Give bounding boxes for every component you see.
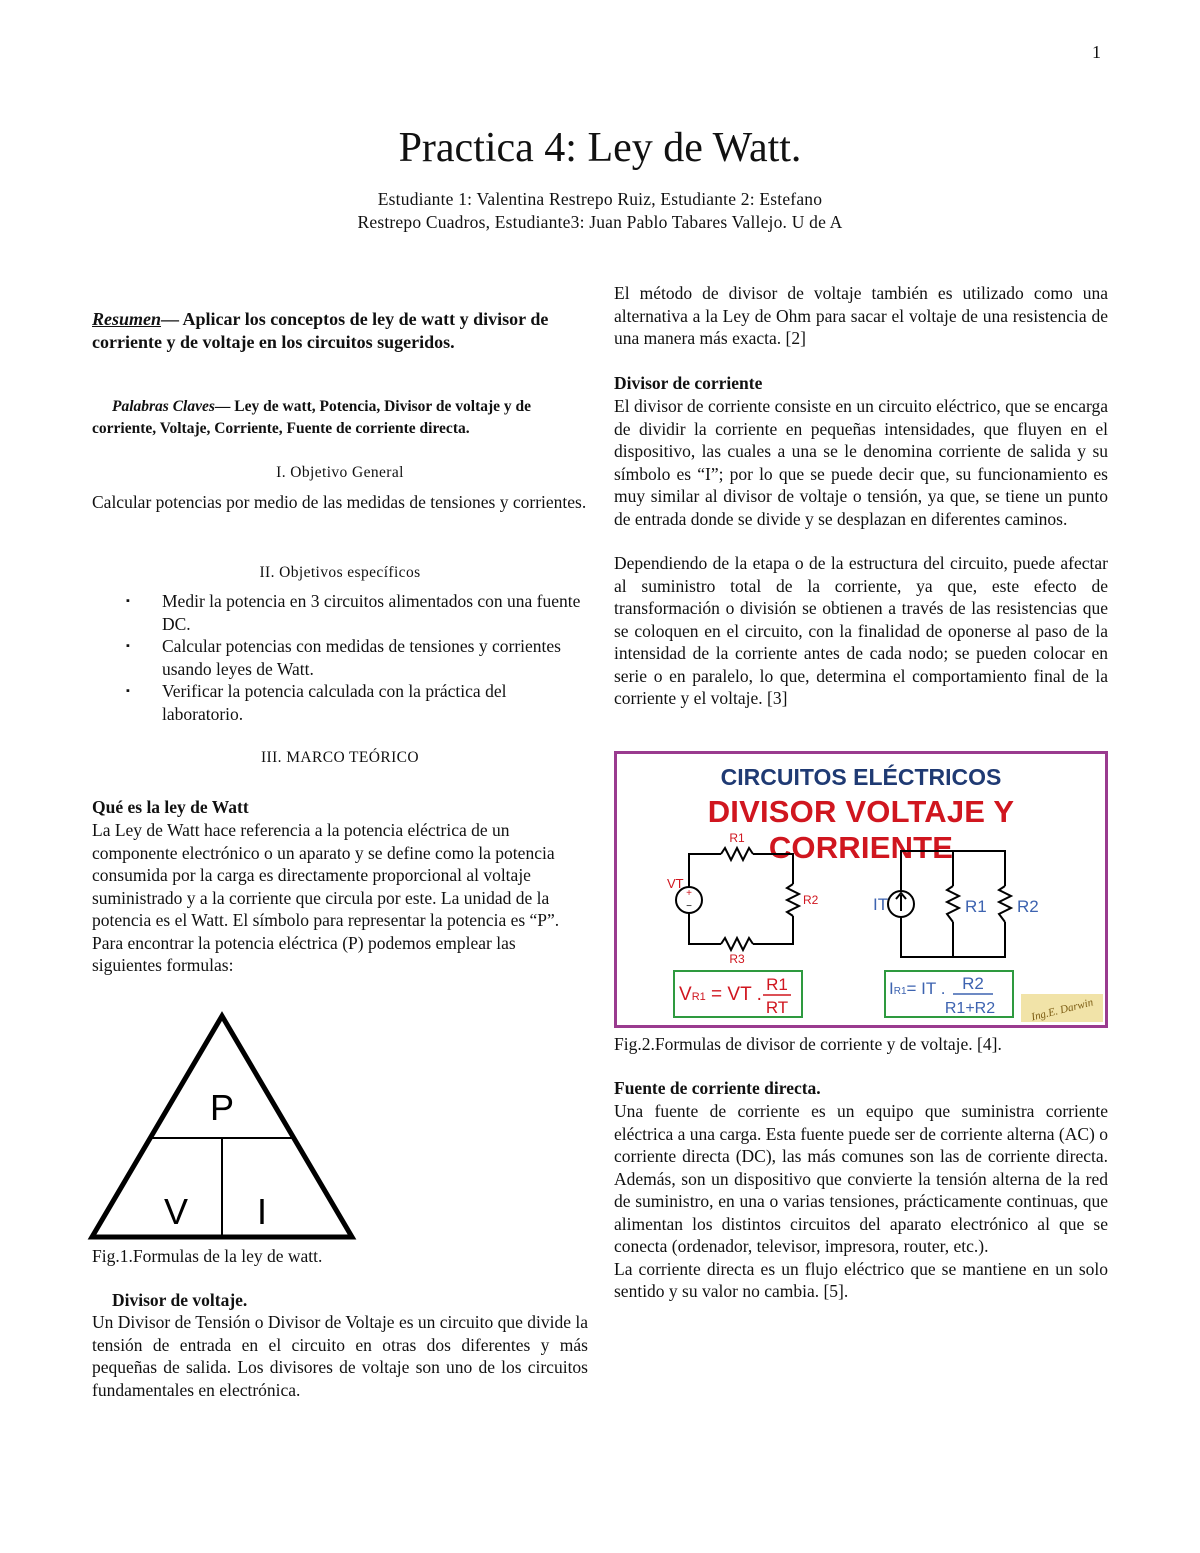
svg-text:R1+R2: R1+R2 — [944, 1000, 996, 1017]
svg-text:VR1 = VT .: VR1 = VT . — [679, 984, 762, 1005]
svg-text:IR1= IT .: IR1= IT . — [889, 979, 946, 998]
bullet-icon: ▪ — [126, 640, 130, 652]
svg-text:R2: R2 — [962, 974, 984, 993]
resistor-r3-icon — [721, 938, 753, 950]
divisor-corriente-heading: Divisor de corriente — [614, 373, 763, 393]
section-heading-objetivo-general: I. Objetivo General — [276, 464, 404, 481]
divisor-voltaje-text: Un Divisor de Tensión o Divisor de Voltaje es un circuito que divide la tensión de entrada en el circuito en otras dos diferentes y más pequeñas de salida. Los divisores de voltaje son uno de los circuitos fundamentales en electrónica. — [92, 1312, 588, 1400]
bullet-icon: ▪ — [126, 685, 130, 697]
page-number: 1 — [1092, 42, 1101, 62]
label-vt: VT — [667, 876, 684, 891]
label-r1-parallel: R1 — [965, 897, 987, 916]
figure-1-caption: Fig.1.Formulas de la ley de watt. — [92, 1246, 323, 1266]
keywords-text: — Ley de watt, Potencia, Divisor de voltaje y de corriente, Voltaje, Corriente, Fuente de corriente directa. — [92, 398, 532, 437]
divisor-corriente-paragraph-2: Dependiendo de la etapa o de la estructura del circuito, puede afectar al suministro total de la corriente, ya que, este efecto de transformación o división se obtienen a través de las resistencias que se coloquen en el circuito, con la finalidad de oponerse al paso de la intensidad de la corriente antes de cada nodo; se pueden colocar en serie o en paralelo, lo que, determina el comportamiento final de la corriente y el voltaje. [3] — [614, 553, 1108, 708]
series-circuit — [667, 831, 819, 966]
authors-line-1: Estudiante 1: Valentina Restrepo Ruiz, Estudiante 2: Estefano — [377, 189, 823, 209]
plus-sign: + — [686, 888, 692, 899]
figure-2-caption: Fig.2.Formulas de divisor de corriente y de voltaje. [4]. — [614, 1034, 1002, 1054]
keywords-label: Palabras Claves — [112, 398, 215, 415]
divisor-corriente-body — [614, 395, 1108, 710]
section-heading-marco-teorico: III. MARCO TEÓRICO — [260, 749, 420, 766]
fuente-paragraph-1: Una fuente de corriente es un equipo que suministra corriente eléctrica a una carga. Esta fuente puede ser de corriente alterna (AC) o corriente directa (DC), las más comunes son las de corriente directa. Además, son un dispositivo que convierte la tensión alterna de la red de suministro, en una o varias tensiones, prácticamente continuas, que alimentan los distintos circuitos del aparato electrónico al que se conecta (ordenador, televisor, impresora, router, etc.). — [614, 1101, 1108, 1256]
ley-watt-paragraph-2: Para encontrar la potencia eléctrica (P) podemos emplear las siguientes formulas: — [92, 932, 516, 975]
watermark-badge — [1021, 994, 1103, 1024]
triangle-label-p: P — [209, 1087, 235, 1128]
right-intro-text: El método de divisor de voltaje también es utilizado como una alternativa a la Ley de Ohm para sacar el voltaje de una resistencia de una manera más exacta. [2] — [614, 283, 1108, 348]
list-item: ▪ Calcular potencias con medidas de tensiones y corrientes usando leyes de Watt. — [126, 636, 561, 679]
objetivo-general-text: Calcular potencias por medio de las medidas de tensiones y corrientes. — [92, 492, 587, 512]
abstract-label: Resumen — [92, 309, 162, 329]
figure-2-title: CIRCUITOS ELÉCTRICOS — [720, 764, 1002, 790]
label-r2-parallel: R2 — [1017, 897, 1039, 916]
authors — [250, 188, 950, 234]
abstract — [92, 308, 588, 354]
svg-text:RT: RT — [765, 998, 789, 1017]
fuente-paragraph-2: La corriente directa es un flujo eléctrico que se mantiene en un solo sentido y su valor no cambia. [5]. — [614, 1258, 1108, 1301]
svg-text:Ing.E. Darwin: Ing.E. Darwin — [1030, 996, 1095, 1024]
label-r3: R3 — [729, 952, 745, 966]
ley-watt-paragraph-1: La Ley de Watt hace referencia a la potencia eléctrica de un componente electrónico o un aparato y se define como la potencia consumida por la carga es directamente proporcional al voltaje suministrado y a la corriente que circula por este. La unidad de la potencia es el Watt. El símbolo para representar la potencia es “P”. — [92, 820, 560, 930]
formula-current — [885, 971, 1013, 1017]
fuente-heading: Fuente de corriente directa. — [614, 1078, 821, 1098]
svg-text:R1: R1 — [766, 975, 788, 994]
paper-title: Practica 4: Ley de Watt. — [398, 125, 802, 171]
label-r1: R1 — [729, 831, 745, 845]
authors-line-2: Restrepo Cuadros, Estudiante3: Juan Pablo Tabares Vallejo. U de A — [357, 212, 843, 232]
keywords — [92, 396, 588, 440]
objetivos-list — [92, 590, 588, 725]
divider-circuits-figure — [614, 751, 1108, 1028]
parallel-circuit — [873, 851, 1039, 957]
fuente-body — [614, 1100, 1108, 1303]
list-item: ▪ Medir la potencia en 3 circuitos alimentados con una fuente DC. — [126, 591, 581, 634]
triangle-label-v: V — [163, 1191, 189, 1232]
circuit-diagrams — [617, 754, 1105, 1025]
figure-2-subtitle: DIVISOR VOLTAJE Y CORRIENTE — [707, 794, 1015, 865]
formula-voltage — [674, 971, 802, 1017]
watt-triangle-figure — [86, 1010, 358, 1242]
label-r2: R2 — [803, 893, 819, 907]
divisor-corriente-paragraph-1: El divisor de corriente consiste en un circuito eléctrico, que se encarga de dividir la corriente en pequeñas intensidades, que fluyen en el dispositivo, las cuales a una se le denomina corriente de salida y su símbolo es “I”; por lo que se puede decir que, su funcionamiento es muy similar al divisor de voltaje o tensión, ya que, se tiene un punto de entrada donde se divide y se desplazan en diferentes caminos. — [614, 396, 1108, 529]
ley-watt-heading: Qué es la ley de Watt — [92, 797, 249, 817]
triangle-label-i: I — [256, 1191, 268, 1232]
minus-sign: − — [686, 901, 692, 912]
abstract-text: — Aplicar los conceptos de ley de watt y divisor de corriente y de voltaje en los circuitos sugeridos. — [92, 309, 549, 352]
resistor-r2-icon — [787, 884, 799, 916]
ley-watt-body — [92, 819, 588, 977]
divisor-voltaje-heading: Divisor de voltaje. — [112, 1290, 248, 1310]
bullet-icon: ▪ — [126, 595, 130, 607]
list-item: ▪ Verificar la potencia calculada con la práctica del laboratorio. — [126, 681, 507, 724]
resistor-r1-icon — [721, 848, 753, 860]
section-heading-objetivos-especificos: II. Objetivos específicos — [259, 564, 421, 581]
label-it: IT — [873, 895, 889, 914]
